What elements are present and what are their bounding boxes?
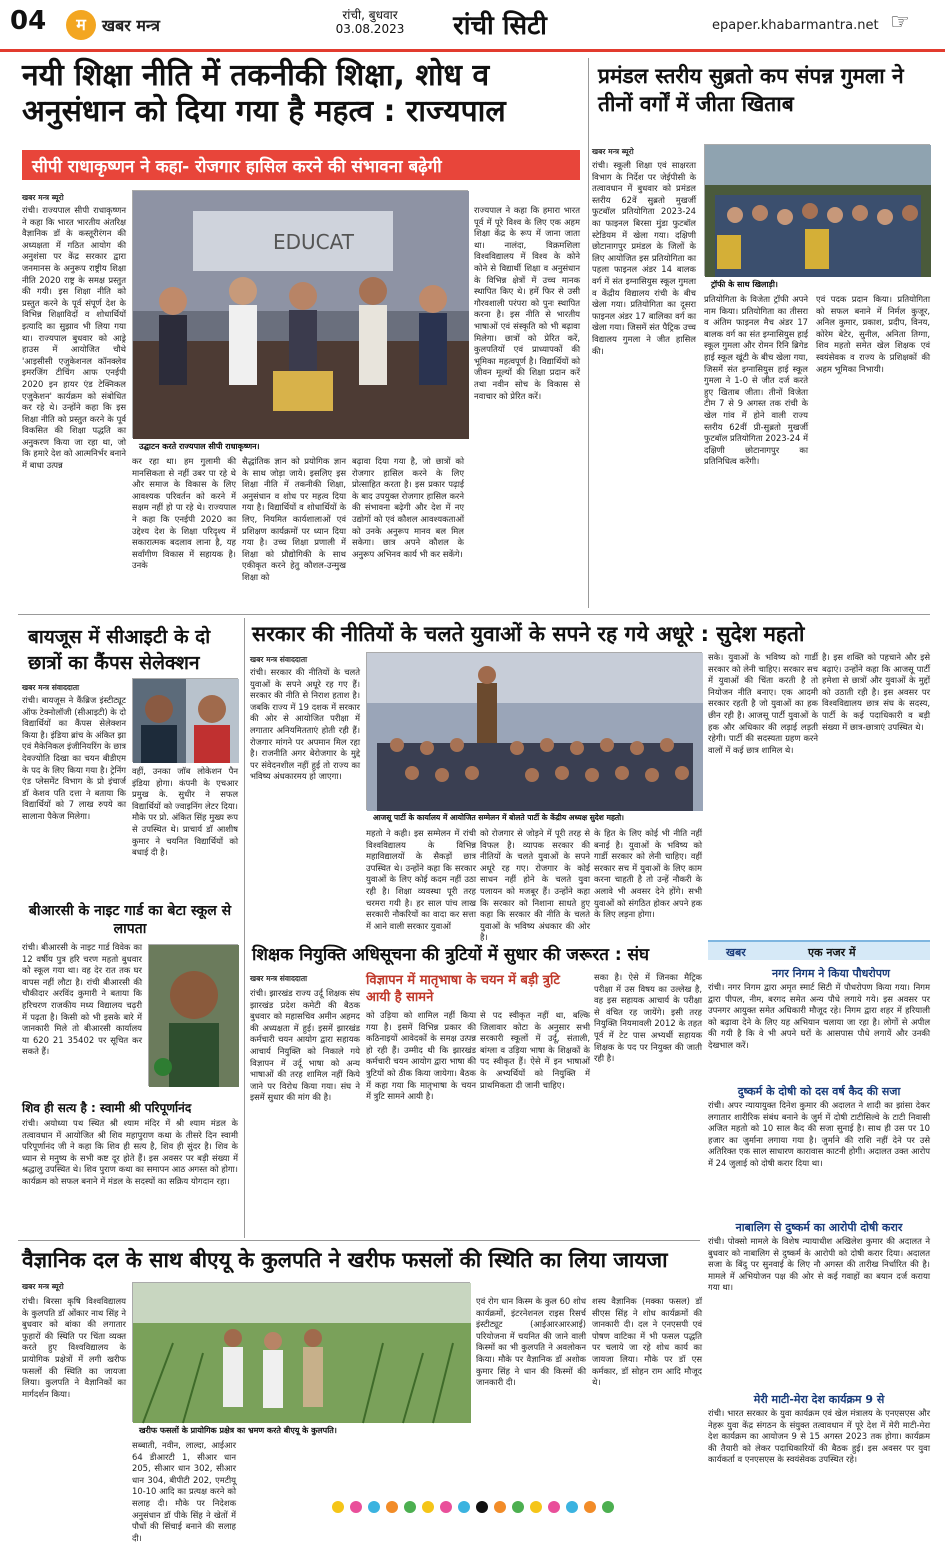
story8-byline: खबर मन्त्र ब्यूरो [22, 1282, 64, 1291]
city-day: रांची, बुधवार [342, 8, 398, 22]
story2-photo-caption: ट्रॉफी के साथ खिलाड़ी। [708, 278, 908, 291]
footer-dot [386, 1501, 398, 1513]
svg-text:EDUCAT: EDUCAT [273, 230, 354, 254]
footer-dot [512, 1501, 524, 1513]
date: 03.08.2023 [335, 22, 405, 36]
story4-photo-caption: आजसू पार्टी के कार्यालय में आयोजित सम्मेलन में बोलते पार्टी के केंद्रीय अध्यक्ष सुदेश महतो। [370, 812, 700, 824]
story1-col1: रांची। राज्यपाल सीपी राधाकृष्णन ने कहा कि भारत भारतीय अंतरिक्ष वैज्ञानिक डॉ के कस्तूरीरंगन की अध्यक्षता में गठित आयोग की अनुशंसा पर केंद्र सरकार द्वारा जनमानस के अनुरूप राष्ट्रीय शिक्षा नीति 2020 राष्ट्र के समक्ष प्रस्तुत की गयी। इस शिक्षा नीति को प्रस्तुत करने के पूर्व संपूर्ण देश के विभिन्न शिक्षाविदों व शोधार्थियों इत्यादि का सुझाव भी लिया गया था। राज्यपाल बुधवार को आड्रे हाउस में आयोजित चौथे 'आइसीसी एजुकेशनल कॉनक्लेव इमरजिंग टीचिंग आफ एनईपी 2020 इन हायर एंड टेक्निकल एजुकेशन' कार्यक्रम को संबोधित कर रहे थे। उन्होंने कहा कि इस शिक्षा नीति को प्रस्तुत करने के पूर्व विकसित की शिक्षा पद्धति का अनुकरण किया जा रहा था, जो कि हमारे देश को आत्मनिर्भर बनाने में बाधा उत्पन्न [22, 205, 127, 471]
footer-color-bar [20, 1498, 925, 1512]
story5-headline: बीआरसी के नाइट गार्ड का बेटा स्कूल से लापता [28, 903, 232, 937]
footer-dot [422, 1501, 434, 1513]
row-divider-2 [18, 1240, 700, 1241]
story2-headline: प्रमंडल स्तरीय सुब्रतो कप संपन्न गुमला ने तीनों वर्गों में जीता खिताब [598, 64, 904, 116]
story4-col1: रांची। सरकार की नीतियों के चलते युवाओं के सपने अधूरे रह गए हैं। सरकार की नीति से निराश हताश है। जबकि राज्य में 19 दशक में सरकार की ओर से आयोजित परीक्षा में लगातार अनियमितताएं होती रही हैं। रोजगार मांगने पर अपमान मिल रहा है। राजनीति अगर बेरोजगार के मुद्दे पर संवेदनशील नहीं हुई तो राज्य का भविष्य अंधकारमय हो जाएगा। [250, 667, 360, 782]
story3-photo-image [133, 679, 239, 763]
story3-col2: वहीं, उनका जॉब लोकेशन पैन इंडिया होगा। कंपनी के एचआर प्रमुख के. सुधीर ने सफल विद्यार्थियों को ज्वाइनिंग लेटर दिया। मौके पर प्रो. अंकित सिंह मुख्य रूप से उपस्थित थे। प्राचार्य डॉ आशीष कुमार ने चयनित विद्यार्थियों को बधाई दी है। [132, 766, 238, 858]
story4-photo [366, 652, 702, 810]
story1-col4: बढ़ावा दिया गया है, जो छात्रों को रोजगार हासिल करने के लिए प्रोत्साहित करता है। इस प्रकार पढ़ाई के बाद उपयुक्त रोजगार हासिल करने की संभावना बढ़ेगी और देश में नए उद्योगों को एवं कौशल आवश्यकताओं को उनके अनुरूप मानव बल मिल सकेगा। छात्र अपने कौशल के अनुरूप अभिनव कार्य भी कर सकेंगे। [352, 456, 464, 559]
story7-col1: रांची। झारखंड राज्य उर्दू शिक्षक संघ झारखंड प्रदेश कमेटी की बैठक बुधवार को महासचिव अमीन अहमद की अध्यक्षता में हुई। इसमें झारखंड कर्मचारी चयन आयोग द्वारा सहायक आचार्य नियुक्ति को निकाले गये विज्ञापन में उर्दू भाषा को अन्य भाषाओं की तरह शामिल नहीं किये जाने पर विरोध किया गया। संघ ने इसमें सुधार की मांग की है। [250, 988, 360, 1103]
footer-dot [602, 1501, 614, 1513]
website-link[interactable]: epaper.khabarmantra.net [712, 18, 879, 33]
briefs-tag: खबर [726, 946, 746, 959]
story7-col3: से पद स्वीकृत नहीं था, बल्कि जिलावार कोटा के अनुसार सभी सरकारी स्कूलों में उर्दू, संताली, बांग्ला व उड़िया भाषा के शिक्षकों के पद स्वीकृत हैं। ऐसे में इन भाषाओं के अभ्यर्थियों को नियुक्ति में प्राथमिकता दी जानी चाहिए। [480, 1010, 590, 1090]
footer-dot [458, 1501, 470, 1513]
brief-2-headline: नाबालिग से दुष्कर्म का आरोपी दोषी करार [735, 1221, 903, 1234]
brief-2-text: रांची। पोक्सो मामले के विशेष न्यायाधीश अखिलेश कुमार की अदालत ने बुधवार को नाबालिग से दुष्कर्म के आरोपी को दोषी करार दिया। अदालत सजा के बिंदु पर सुनवाई के लिए नौ अगस्त की तारीख निर्धारित की है। मामले में अभियोजन पक्ष की ओर से कई गवाहों का बयान दर्ज कराया गया था। [708, 1236, 930, 1293]
story4-byline: खबर मन्त्र संवाददाता [250, 655, 308, 664]
story1-col2: कर रहा था। हम गुलामी की मानसिकता से नहीं उबर पा रहे थे और समाज के विकास के लिए आवश्यक परिवर्तन को करने में सक्षम नहीं हो पा रहे थे। राज्यपाल ने कहा कि एनईपी 2020 का उद्देश्य देश के शिक्षा परिदृश्य में सकारात्मक बदलाव लाना है, यह सर्वांगीण विकास में सहायक है। उनके [132, 456, 236, 571]
column-divider-2 [244, 618, 245, 1238]
footer-dot [332, 1501, 344, 1513]
footer-dot [440, 1501, 452, 1513]
brief-3-text: रांची। भारत सरकार के युवा कार्यक्रम एवं खेल मंत्रालय के एनएसएस और नेहरू युवा केंद्र संगठन के संयुक्त तत्वावधान में पूरे देश में मेरी माटी-मेरा देश कार्यक्रम का आयोजन 9 से 15 अगस्त 2023 तक होगा। कार्यक्रम की तैयारी को लेकर पदाधिकारियों की बैठक हुई। इस अवसर पर युवा कार्यकर्ता व एनएसएस के स्वयंसेवक उपस्थित रहे। [708, 1408, 930, 1465]
story2-col1: रांची। स्कूली शिक्षा एवं साक्षरता विभाग के निर्देश पर जेईपीसी के तत्वावधान में बुधवार को प्रमंडल स्तरीय 62वें सुब्रतो मुखर्जी फुटबॉल प्रतियोगिता 2023-24 का फाइनल बिरसा मुंडा फुटबॉल स्टेडियम में खेला गया। दक्षिणी छोटानागपुर प्रमंडल के जिलों के लिए आयोजित इस प्रतियोगिता का पहला फाइनल अंडर 14 बालक वर्ग में संत इग्नासियुस स्कूल गुमला व केंद्रीय विद्यालय रांची के बीच खेला गया। प्रतियोगिता का दूसरा फाइनल अंडर 17 बालिका वर्ग का खेला गया। जिसमें संत पैट्रिक उच्च विद्यालय गुमला ने जीत हासिल की। [592, 160, 696, 356]
briefs-title: एक नजर में [808, 946, 856, 959]
story2-col2: प्रतियोगिता के विजेता ट्रॉफी अपने नाम किया। प्रतियोगिता का तीसरा व अंतिम फाइनल मैच अंडर 17 बालक वर्ग का संत इग्नासियुस हाई स्कूल गुमला और रोमन रिनि ब्रिगेड हाई स्कूल खूंटी के बीच खेला गया, जिसमें संत इग्नासियुस हाई स्कूल गुमला ने 1-0 से जीत दर्ज करते हुए खिताब जीता। तीनों विजेता टीम 7 से 9 अगस्त तक रांची के खेल गांव में होने वाली राज्य स्तरीय 62वीं प्री-सुब्रतो मुखर्जी फुटबॉल प्रतियोगिता 2023-24 में दक्षिणी छोटानागपुर का प्रतिनिधित्व करेंगी। [704, 294, 808, 467]
brief-3-headline: मेरी माटी-मेरा देश कार्यक्रम 9 से [753, 1393, 885, 1406]
brief-0-headline: नगर निगम ने किया पौधरोपण [772, 967, 890, 980]
story6-headline: शिव ही सत्य है : स्वामी श्री परिपूर्णानंद [22, 1101, 192, 1115]
story4-photo-image [367, 653, 703, 811]
logo-icon: म [66, 10, 96, 40]
story1-col3: सैद्धांतिक ज्ञान को प्रयोगिक ज्ञान के साथ जोड़ा जाये। इसलिए इस शिक्षा नीति में तकनीकी शिक्षा, अनुसंधान व शोध पर महत्व दिया गया है। विद्यार्थियों व शोधार्थियों के लिए, नियमित कार्यशालाओं एवं प्रशिक्षण कार्यक्रमों पर ध्यान दिया गया है। उच्च शिक्षा प्रणाली में शिक्षा को प्रौद्योगिकी के साथ एकीकृत करने हेतु कौशल-उन्मुख शिक्षा को [242, 456, 346, 582]
story3-col1: रांची। बायजूस ने कैंब्रिज इंस्टीट्यूट ऑफ टेक्नोलॉजी (सीआइटी) के दो विद्यार्थियों का कैंपस सेलेक्शन किया है। इंडिया ब्रांच के अंकित झा एवं मैकेनिकल इंजीनियरिंग के छात्र देवज्योति दिखा का चयन बीडीएम के पद के लिए किया गया है। ट्रेनिंग एंड प्लेसमेंट विभाग के प्रो इंचार्ज डॉ केशव पति दत्ता ने बताया कि विद्यार्थियों को 7 लाख रुपये का सालाना पैकेज मिलेगा। [22, 695, 127, 821]
story3-photos [132, 678, 238, 762]
brief-1-headline: दुष्कर्म के दोषी को दस वर्ष कैद की सजा [737, 1085, 901, 1098]
story7-col4: सका है। ऐसे में जिनका मैट्रिक परीक्षा में उस विषय का उल्लेख है, वह इस सहायक आचार्य के परीक्षा से वंचित रह जायेंगे। इसी तरह नियुक्ति नियमावली 2012 के तहत पूर्व में टेट पास अभ्यर्थी सहायक शिक्षक के पद पर नियुक्त की जाती रही है। [594, 972, 702, 1064]
footer-dot [350, 1501, 362, 1513]
footer-dot [530, 1501, 542, 1513]
story1-photo-caption: उद्घाटन करते राज्यपाल सीपी राधाकृष्णन। [136, 440, 456, 453]
section-title: रांची सिटी [453, 11, 547, 41]
page-number: 04 [10, 6, 47, 36]
column-divider [588, 58, 589, 608]
story8-photo-caption: खरीफ फसलों के प्रायोगिक प्रक्षेत्र का भ्रमण करते बीएयू के कुलपति। [136, 1424, 466, 1437]
story1-subhead: सीपी राधाकृष्णन ने कहा- रोजगार हासिल करने की संभावना बढ़ेगी [22, 150, 580, 180]
story8-col2: सब्बाती, नवीन, लाल्दा, आईआर 64 डीआरटी 1, सीआर धान 205, सीआर धान 302, सीआर धान 304, बीपीटी 202, एमटीयू 10-10 आदि का प्रत्यक्ष करने को सलाह दी। मौके पर निदेशक अनुसंधान डॉ पीके सिंह ने खेतों में पौधों की सिंचाई बनाने की सलाह दी। [132, 1440, 236, 1543]
story8-col3: एवं रोग धान किस्म के कुल 60 शोध कार्यक्रमों, इंटरनेशनल राइस रिसर्च इंस्टीट्यूट (आईआरआरआई) परियोजना में चयनित की जाने वाली किस्मों का भी कुलपति ने अवलोकन किया। मौके पर वैज्ञानिक डॉ अशोक कुमार सिंह ने धान की किस्मों की जानकारी दी। [476, 1296, 586, 1388]
story3-headline: बायजूस में सीआइटी के दो छात्रों का कैंपस सेलेक्शन [28, 626, 211, 674]
story4-col3: को रोजगार से जोड़ने में पूरी तरह से विफल है। व्यापक सरकार की नीतियों के चलते युवाओं के सपने अधूरे रह गए। रोजगार के कोई साधन नहीं होने के चलते युवा पलायन को मजबूर हैं। उन्होंने कहा कि सरकार को निशाना साधते हुए कहा कि सरकार की नीति के चलते युवाओं के भविष्य अंधकार की ओर है। [480, 828, 590, 943]
story1-photo-image [133, 191, 469, 439]
story5-photo-image [149, 945, 239, 1087]
story3-byline: खबर मन्त्र संवाददाता [22, 683, 80, 692]
story1-photo [132, 190, 468, 438]
story8-col1: रांची। बिरसा कृषि विश्वविद्यालय के कुलपति डॉ ओंकार नाथ सिंह ने बुधवार को बांका की लगातार फुहारों की स्थिति पर चिंता व्यक्त करते हुए विश्वविद्यालय के प्रायोगिक प्रक्षेत्रों में लगी खरीफ फसलों की स्थिति का जायजा लिया। कुलपति ने वैज्ञानिकों का मार्गदर्शन किया। [22, 1296, 126, 1399]
hand-pointer-icon: ☞ [890, 10, 910, 35]
story6-col1: रांची। अयोध्या पथ स्थित श्री श्याम मंदिर में श्री श्याम मंडल के तत्वावधान में आयोजित श्री शिव महापुराण कथा के तीसरे दिन स्वामी परिपूर्णानंद जी ने कहा कि शिव ही सत्य है, शिव ही सुंदर है। शिव के ध्यान से मनुष्य के सभी कष्ट दूर होते हैं। इस अवसर पर बड़ी संख्या में श्रद्धालु उपस्थित थे। शिव पुराण कथा का समापन आठ अगस्त को होगा। कार्यक्रम को सफल बनाने में मंडल के सदस्यों का सक्रिय योगदान रहा। [22, 1118, 238, 1186]
story4-headline: सरकार की नीतियों के चलते युवाओं के सपने रह गये अधूरे : सुदेश महतो [252, 622, 805, 646]
footer-dot [584, 1501, 596, 1513]
masthead [0, 0, 945, 52]
story7-headline: शिक्षक नियुक्ति अधिसूचना की त्रुटियों में सुधार की जरूरत : संघ [252, 945, 650, 965]
story2-photo-image [705, 145, 931, 277]
footer-dot [404, 1501, 416, 1513]
story2-photo [704, 144, 930, 276]
brief-0-text: रांची। नगर निगम द्वारा अमृत स्मार्ट सिटी में पौधरोपण किया गया। निगम द्वारा पीपल, नीम, बरगद समेत अन्य पौधे लगाये गये। इस अवसर पर उपनगर आयुक्त समेत अधिकारी मौजूद रहे। निगम द्वारा शहर में हरियाली को बढ़ावा देने के लिए यह अभियान चलाया जा रहा है। लोगों से अपील की गयी है कि वे भी अपने घरों के आसपास पौधे लगायें और उनकी देखभाल करें। [708, 982, 930, 1050]
footer-dot [476, 1501, 488, 1513]
story2-col3: एवं पदक प्रदान किया। प्रतियोगिता को सफल बनाने में निर्मल कुजूर, अनिल कुमार, प्रकाश, प्रदीप, विनय, कोरेम बेटेर, सुनील, अनिता तिग्गा, शिव महतो समेत खेल शिक्षक एवं स्वयंसेवक व राज्य के प्रशिक्षकों की अहम भूमिका निभायी। [816, 294, 930, 374]
story7-subhead: विज्ञापन में मातृभाषा के चयन में बड़ी त्रुटि आयी है सामने [366, 973, 560, 1005]
story4-col5: सके। युवाओं के भविष्य को गार्डी सरकार को लेनी चाहिए। सरकार सच में युवाओं की चिंता करती है तो नियोजन नीति बनाए। एक आदमी सरकार रहती है जो युवाओं का हक छीन रही है। आजसू पार्टी युवाओं के हक और अधिकार की लड़ाई लड़ती रहेगी। पार्टी की सदस्यता ग्रहण करने वालों में कई छात्र शामिल थे। [708, 652, 818, 755]
story4-col2: महतो ने कही। इस सम्मेलन में रांची विश्वविद्यालय के विभिन्न महाविद्यालयों के सैकड़ों छात्र उपस्थित थे। उन्होंने कहा कि सरकार युवाओं के लिए कोई कदम नहीं उठा रही है। शिक्षा व्यवस्था पूरी तरह चरमरा गयी है। हर साल पांच लाख सरकारी नौकरियों का वादा कर सत्ता में आने वाली सरकार युवाओं [366, 828, 476, 931]
story8-col4: शस्य वैज्ञानिक (मक्का फसल) डॉ सीएस सिंह ने शोध कार्यक्रमों की जानकारी दी। दल ने एनएसपी एवं पोषण वाटिका में भी फसल पद्धति पर चलाये जा रहे शोध कार्य का जायजा लिया। मौके पर डॉ एस कर्मकार, डॉ सोहन राम आदि मौजूद थे। [592, 1296, 702, 1388]
story1-byline: खबर मन्त्र ब्यूरो [22, 193, 64, 202]
story4-col4: के हित के लिए कोई भी नीति नहीं बनाई है। युवाओं के भविष्य को गार्डी सरकार को लेनी चाहिए। वहीं सरकार सच में युवाओं के लिए काम करना चाहती है तो उन्हें नौकरी के अलावे भी अवसर देने होंगे। सभी युवाओं को संगठित होकर अपने हक के लिए लड़ना होगा। [594, 828, 702, 920]
story8-headline: वैज्ञानिक दल के साथ बीएयू के कुलपति ने खरीफ फसलों की स्थिति का लिया जायजा [22, 1248, 668, 1272]
logo-text: खबर मन्त्र [102, 16, 160, 35]
story1-col5: राज्यपाल ने कहा कि हमारा भारत पूर्व में पूरे विश्व के लिए एक अहम शिक्षा केंद्र के रूप में जाना जाता था। नालंदा, विक्रमशिला विश्वविद्यालय में विश्व के कोने कोने से विद्यार्थी शिक्षा व अनुसंधान के विभिन्न क्षेत्रों में उच्च मानक स्थापित किए थे। हमें फिर से उसी गौरवशाली परंपरा को पुनः स्थापित करना है। इस नीति से भारतीय भाषाओं एवं संस्कृति को भी बढ़ावा मिलेगा। छात्रों को प्रेरित करें, कुलपतियों एवं प्राध्यापकों की भूमिका महत्वपूर्ण है। विद्यार्थियों को जीवन मूल्यों की शिक्षा प्रदान करें तथा नवीन सोच के विकास से नवाचार को प्रेरित करें। [474, 205, 580, 401]
story7-byline: खबर मन्त्र संवाददाता [250, 974, 308, 983]
footer-dot [494, 1501, 506, 1513]
story8-photo [132, 1282, 470, 1422]
story8-photo-image [133, 1283, 471, 1423]
briefs-header [708, 940, 930, 960]
row-divider [18, 614, 930, 615]
footer-dot [566, 1501, 578, 1513]
footer-dot [548, 1501, 560, 1513]
dateline [320, 8, 420, 36]
footer-dot [368, 1501, 380, 1513]
story4-col6: है। इस शक्ति को पहचाने और इसे बढ़ाएं। उन्होंने कहा कि आजसू पार्टी हमेशा से छात्रों और युवाओं के मुद्दों को उठाती रही है। इस अवसर पर विश्वविद्यालय छात्र संघ के सदस्य, पार्टी के कई पदाधिकारी व बड़ी संख्या में छात्र-छात्राएं उपस्थित थे। [822, 652, 930, 732]
story1-headline: नयी शिक्षा नीति में तकनीकी शिक्षा, शोध व अनुसंधान को दिया गया है महत्व : राज्यपाल [22, 58, 506, 129]
brief-1-text: रांची। अपर न्यायायुक्त दिनेश कुमार की अदालत ने शादी का झांसा देकर लगातार शारीरिक संबंध बनाने के जुर्म में दोषी टाटीसिल्वे के टाटी निवासी अजित महतो को 10 साल कैद की सजा सुनाई है। साथ ही उस पर 10 हजार का जुर्माना लगाया गया है। जुर्माने की राशि नहीं देने पर उसे अतिरिक्त एक साल साधारण कारावास काटनी होगी। अदालत उक्त आरोप में 24 जुलाई को दोषी करार दिया था। [708, 1100, 930, 1168]
story5-col1: रांची। बीआरसी के नाइट गार्ड विवेक का 12 वर्षीय पुत्र हरि चरण महतो बुधवार को स्कूल गया था। वह देर रात तक घर वापस नहीं लौटा है। रांची बीआरसी की चौकीदार अरविंद कुमारी ने बताया कि हरिचरण राजकीय मध्य विद्यालय चढ़री में पढ़ता है। किसी को भी इसके बारे में जानकारी मिले तो बीआरसी कार्यालय या 620 21 35402 पर सूचित कर सकते हैं। [22, 942, 142, 1057]
story5-photo [148, 944, 238, 1086]
story2-byline: खबर मन्त्र ब्यूरो [592, 147, 634, 156]
story7-col2: को उड़िया को शामिल नहीं किया गया है। इसमें विभिन्न प्रकार की कठिनाइयों आवेदकों के समक्ष उत्पन्न हो रही हैं। उम्मीद थी कि झारखंड कर्मचारी चयन आयोग द्वारा भाषा की त्रुटियों को ठीक किया जायेगा। बैठक में कहा गया कि मातृभाषा के चयन में त्रुटि सामने आयी है। [366, 1010, 476, 1102]
